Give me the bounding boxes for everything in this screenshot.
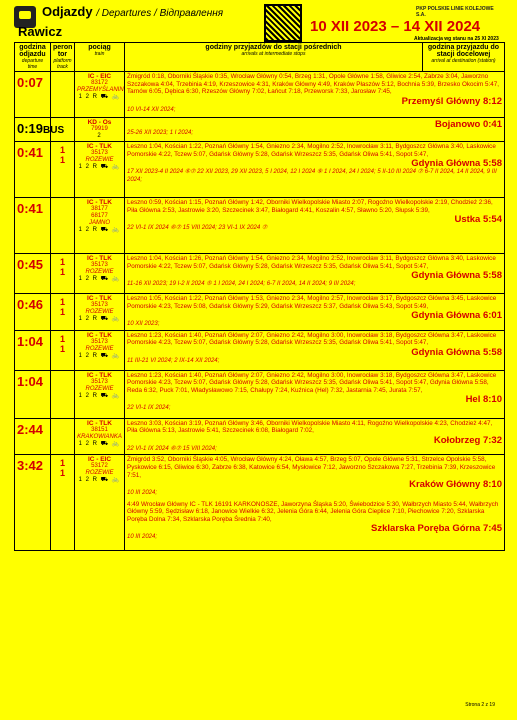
stops-text-2: 4:49 Wrocław Główny IC - TLK 16191 KARKONOSZE, Jaworzyna Śląska 5:20, Świebodzice 5:30, Wałbrzych Miasto 5:44, Wałbrzych Główny 5:59, Sędzisław 6:18, Janowice Wielkie 6:32, Jelenia Góra 6:44, Jelenia Góra Cieplice 7:10, Piechowice 7:20, Szklarska Poręba Dolna 7:34, Szklarska Poręba Średnia 7:40,	[127, 500, 499, 523]
platform	[51, 418, 75, 455]
departure-time: 3:42	[15, 455, 51, 551]
destination: Gdynia Główna 5:58	[411, 270, 502, 282]
table-row	[15, 294, 505, 331]
destination-2: Szklarska Poręba Górna 7:45	[371, 523, 502, 535]
platform	[51, 370, 75, 418]
train-category: IC - EIC	[87, 456, 112, 464]
departure-time: 0:07	[15, 72, 51, 118]
stops-text: Leszno 1:04, Kościan 1:22, Poznań Główny 1:54, Gniezno 2:34, Mogilno 2:52, Inowrocław 3:11, Bydgoszcz Główna 3:40, Laskowice Pomorskie 4:22, Tczew 5:07, Gdańsk Główny 5:28, Gdańsk Wrzeszcz 5:35, Gdańsk Oliwa 5:41, Sopot 5:47,	[127, 143, 496, 158]
train-number: 35173	[91, 302, 108, 308]
train-info	[75, 294, 125, 331]
validity-note: 10 XII 2023;	[127, 321, 160, 328]
train-info	[75, 118, 125, 142]
service-icons: 1 2 R ⛟ 🚲	[78, 477, 121, 484]
table-row	[15, 198, 505, 254]
table-row	[15, 455, 505, 551]
station-name: Rawicz	[18, 24, 63, 39]
page-number: Strona 2 z 19	[465, 702, 495, 708]
qr-code-icon	[264, 4, 302, 42]
intermediate-stops	[125, 455, 505, 551]
date-range: 10 XII 2023 – 14 XII 2024	[310, 18, 481, 35]
train-number: 53172	[91, 463, 108, 470]
validity-note-2: 10 III 2024;	[127, 534, 158, 541]
train-info	[75, 455, 125, 551]
validity-note: 11 III-21 VI 2024; 2 IX-14 XII 2024;	[127, 357, 220, 364]
validity-note: 10 III 2024;	[127, 490, 158, 497]
destination: Kraków Główny 8:10	[409, 479, 502, 491]
intermediate-stops	[125, 254, 505, 294]
destination: Ustka 5:54	[454, 214, 502, 226]
stops-text: Żmigród 0:18, Oborniki Śląskie 0:35, Wrocław Główny 0:54, Brzeg 1:31, Opole Główne 1:58, Gliwice 2:54, Zabrze 3:04, Jaworzno Szczakowa 4:04, Trzebinia 4:19, Krzeszowice 4:31, Kraków Główny 4:49, Kraków Płaszów 5:12, Bochnia 5:39, Brzesko Okocim 5:47, Tarnów 6:05, Dębica 6:30, Rzeszów Główny 7:02, Łańcut 7:18, Przeworsk 7:33, Jarosław 7:45,	[127, 73, 500, 96]
platform: 1 1	[51, 294, 75, 331]
validity-note: 22 VI-1 IX 2024 ⑥⑦ 15 VIII 2024; 23 VI-1 IX 2024 ⑦	[127, 225, 268, 232]
bus-label: BUS	[43, 125, 65, 136]
header	[14, 4, 504, 40]
train-name: ROZEWIE	[85, 269, 114, 275]
platform	[51, 72, 75, 118]
stops-text: Leszno 1:05, Kościan 1:22, Poznań Główny 1:53, Gniezno 2:34, Mogilno 2:57, Inowrocław 3:17, Bydgoszcz Główna 3:45, Laskowice Pomorskie 4:23, Tczew 5:08, Gdańsk Główny 5:29, Gdańsk Wrzeszcz 5:37, Gdańsk Oliwa 5:43, Sopot 5:49,	[127, 295, 497, 310]
train-category: IC - TLK	[87, 331, 112, 339]
stops-text: Leszno 1:04, Kościan 1:26, Poznań Główny 1:54, Gniezno 2:34, Mogilno 2:52, Inowrocław 3:11, Bydgoszcz Główna 3:40, Laskowice Pomorskie 4:22, Tczew 5:07, Gdańsk Główny 5:28, Gdańsk Wrzeszcz 5:35, Gdańsk Oliwa 5:41, Sopot 5:47,	[127, 255, 496, 270]
train-name: ROZEWIE	[85, 157, 114, 163]
train-name: ROZEWIE	[85, 385, 114, 392]
table-row	[15, 118, 505, 142]
table-row	[15, 418, 505, 455]
departure-time: 2:44	[15, 418, 51, 455]
stops-text: Leszno 1:23, Kościan 1:40, Poznań Główny 2:07, Gniezno 2:42, Mogilno 3:00, Inowrocław 3:18, Bydgoszcz Główna 3:47, Laskowice Pomorskie 4:23, Tczew 5:07, Gdańsk Główny 5:28, Gdańsk Wrzeszcz 5:35, Gdańsk Oliwa 5:41, Sopot 5:47,	[127, 331, 497, 347]
train-category: IC - TLK	[87, 295, 112, 302]
service-icons: 1 2 R ⛟ 🚲	[78, 316, 121, 322]
table-row	[15, 72, 505, 118]
destination: Bojanowo 0:41	[434, 119, 502, 130]
intermediate-stops	[125, 198, 505, 254]
service-icons: 2	[97, 133, 102, 139]
departure-time: 0:45	[15, 254, 51, 294]
departure-time: 0:46	[15, 294, 51, 331]
intermediate-stops	[125, 294, 505, 331]
service-icons: 1 2 R ⛟ 🚲	[78, 276, 121, 282]
table-row	[15, 254, 505, 294]
service-icons: 1 2 R ⛟ 🚲	[78, 227, 121, 233]
col-time: godzina odjazdu departure time	[15, 43, 51, 72]
train-name: KRAKOWIANKA	[77, 433, 122, 440]
stops-text: Leszno 1:23, Kościan 1:40, Poznań Główny 2:07, Gniezno 2:42, Mogilno 3:00, Inowrocław 3:18, Bydgoszcz Główna 3:47, Laskowice Pomorskie 4:23, Tczew 5:07, Gdańsk Główny 5:28, Gdańsk Wrzeszcz 5:35, Gdańsk Oliwa 5:41, Sopot 5:47, Gdynia Główna 5:58, Reda 6:32, Puck 7:01, Władysławowo 7:15, Chałupy 7:24, Kuźnica (Hel) 7:32, Jastarnia 7:45, Jurata 7:57,	[127, 371, 497, 394]
col-train: pociąg train	[75, 43, 125, 72]
train-name: PRZEMYŚLANIN	[77, 87, 124, 93]
stops-text: Żmigród 3:52, Oborniki Śląskie 4:05, Wrocław Główny 4:24, Oława 4:57, Brzeg 5:07, Opole Główne 5:31, Strzelce Opolskie 5:58, Pyskowice 6:15, Gliwice 6:30, Zabrze 6:38, Katowice 6:54, Mysłowice 7:12, Jaworzno Szczakowa 7:27, Trzebinia 7:39, Krzeszowice 7:51,	[127, 456, 496, 479]
train-name: ROZEWIE	[85, 309, 114, 315]
destination: Gdynia Główna 6:01	[411, 310, 502, 322]
departure-time: 0:41	[15, 142, 51, 198]
stops-text: Leszno 3:03, Kościan 3:19, Poznań Główny 3:46, Oborniki Wielkopolskie Miasto 4:11, Rogoźno Wielkopolskie 4:23, Chodzież 4:47, Piła Główna 5:13, Jastrowie 5:41, Szczecinek 6:08, Białogard 7:02,	[127, 419, 493, 435]
train-name: ROZEWIE	[85, 345, 114, 352]
train-category: IC - TLK	[87, 199, 112, 206]
platform: 1 1	[51, 254, 75, 294]
train-number: 35173	[91, 378, 108, 385]
departure-time: 1:04	[15, 370, 51, 418]
validity-note: 17 XII 2023-4 II 2024 ⑥⑦ 22 XII 2023, 29 XII 2023, 5 I 2024, 12 I 2024 ⑨ 1 I 2024, 24 I 2024; 5 II-10 III 2024 ⑦ 6-7 II 2024, 14 II 2024, 9 III 2024;	[127, 169, 497, 183]
train-number: 79919	[91, 126, 108, 132]
train-category: IC - TLK	[87, 255, 112, 262]
train-category: KD - Os	[87, 119, 112, 126]
intermediate-stops	[125, 370, 505, 418]
service-icons: 1 2 R ⛟ 🚲	[78, 392, 121, 399]
col-dest: godzina przyjazdu do stacji docelowej arrival at destination (station)	[423, 43, 505, 72]
service-icons: 1 2 R ⛟ 🚲	[78, 164, 121, 170]
departure-time: 0:41	[15, 198, 51, 254]
destination: Gdynia Główna 5:58	[411, 158, 502, 170]
update-note: Aktualizacja wg stanu na 25 XI 2023	[414, 36, 499, 42]
train-number: 35173	[91, 262, 108, 268]
service-icons: 1 2 R ⛟ 🚲	[78, 440, 121, 447]
train-name: JAMNO	[89, 220, 110, 226]
validity-note: 11-16 XII 2023; 19 I-2 II 2024 ⑤ 1 I 2024, 24 I 2024; 6-7 II 2024, 14 II 2024; 9 III 2024;	[127, 281, 356, 288]
destination: Kołobrzeg 7:32	[433, 434, 502, 446]
validity-note: 10 VI-14 XII 2024;	[127, 106, 176, 113]
train-category: IC - TLK	[87, 419, 112, 427]
pkp-logo: PKP POLSKIE LINIE KOLEJOWE S.A.	[416, 6, 494, 18]
train-info	[75, 254, 125, 294]
validity-note: 22 VI-1 IX 2024;	[127, 405, 171, 412]
departure-time: 1:04	[15, 330, 51, 370]
train-number: 38151	[91, 426, 108, 433]
col-peron: peron tor platform track	[51, 43, 75, 72]
train-number: 35173	[91, 150, 108, 156]
platform: 1 1	[51, 142, 75, 198]
intermediate-stops	[125, 142, 505, 198]
train-number: 83172	[91, 80, 108, 86]
timetable	[14, 42, 505, 551]
intermediate-stops	[125, 72, 505, 118]
destination: Przemyśl Główny 8:12	[401, 95, 502, 107]
platform: 1 1	[51, 330, 75, 370]
col-stops: godziny przyjazdów do stacji pośrednich arrivals at intermediate stops	[125, 43, 423, 72]
service-icons: 1 2 R ⛟ 🚲	[78, 94, 121, 100]
platform: 1 1	[51, 455, 75, 551]
train-category: IC - TLK	[87, 143, 112, 150]
intermediate-stops	[125, 118, 505, 142]
departure-time: 0:19BUS	[15, 118, 51, 142]
intermediate-stops	[125, 418, 505, 455]
table-row	[15, 142, 505, 198]
train-info	[75, 330, 125, 370]
train-number: 35173	[91, 338, 108, 345]
train-info	[75, 198, 125, 254]
destination: Gdynia Główna 5:58	[411, 346, 502, 358]
train-info	[75, 72, 125, 118]
train-info	[75, 142, 125, 198]
validity-note: 25-26 XII 2023; 1 I 2024;	[127, 130, 194, 136]
train-category: IC - TLK	[87, 371, 112, 379]
train-number: 38177 68177	[91, 206, 108, 219]
stops-text: Leszno 0:59, Kościan 1:15, Poznań Główny 1:42, Oborniki Wielkopolskie Miasto 2:07, Rogoźno Wielkopolskie 2:19, Chodzież 2:36, Piła Główna 2:53, Jastrowie 3:20, Szczecinek 3:47, Białogard 4:41, Koszalin 4:57, Sławno 5:20, Słupsk 5:39,	[127, 199, 493, 214]
destination: Hel 8:10	[465, 394, 502, 406]
table-row	[15, 370, 505, 418]
train-info	[75, 370, 125, 418]
train-category: IC - EIC	[87, 73, 112, 80]
page-title: Odjazdy / Departures / Відправлення	[42, 4, 224, 19]
service-icons: 1 2 R ⛟ 🚲	[78, 352, 121, 359]
train-info	[75, 418, 125, 455]
platform	[51, 198, 75, 254]
validity-note: 22 VI-1 IX 2024 ⑥⑦ 15 VIII 2024;	[127, 445, 217, 452]
intermediate-stops	[125, 330, 505, 370]
table-row	[15, 330, 505, 370]
train-name: ROZEWIE	[85, 470, 114, 477]
